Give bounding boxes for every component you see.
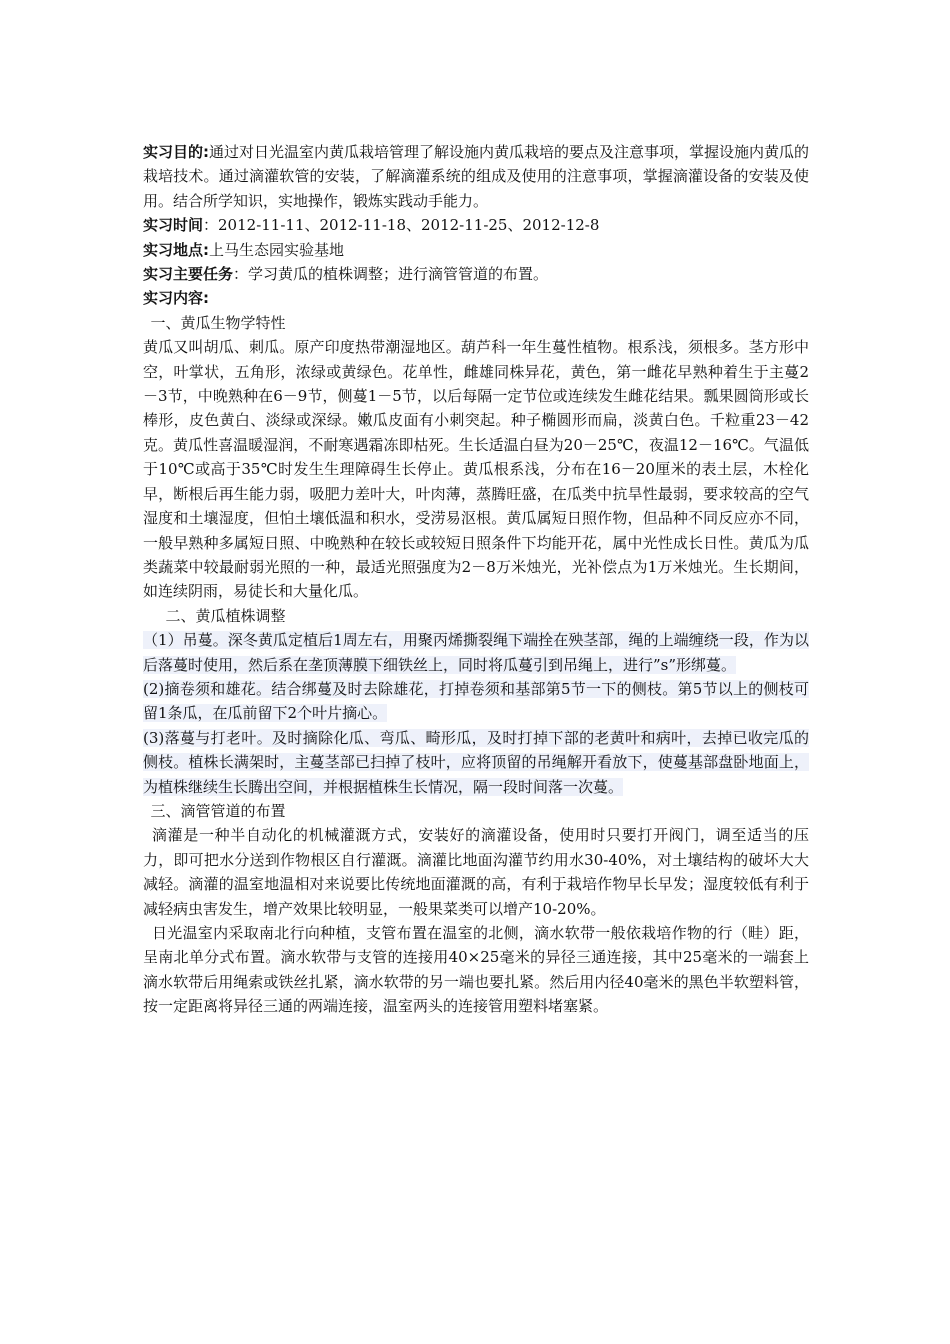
task-label: 实习主要任务 bbox=[143, 265, 234, 284]
place-paragraph bbox=[143, 238, 809, 262]
section3-paragraph-1: 滴灌是一种半自动化的机械灌溉方式，安装好的滴灌设备，使用时只要打开阀门，调至适当的压力，即可把水分送到作物根区自行灌溉。滴灌比地面沟灌节约用水30-40%，对土壤结构的破坏大大减轻。滴灌的温室地温相对来说要比传统地面灌溉的高，有利于栽培作物早长早发；湿度较低有利于减轻病虫害发生，增产效果比较明显，一般果菜类可以增产10-20%。 bbox=[143, 826, 809, 918]
section1-body: 黄瓜又叫胡瓜、刺瓜。原产印度热带潮湿地区。葫芦科一年生蔓性植物。根系浅，须根多。茎方形中空，叶掌状，五角形，浓绿或黄绿色。花单性，雌雄同株异花，黄色，第一雌花早熟种着生于主蔓2－3节，中晚熟种在6－9节，侧蔓1－5节，以后每隔一定节位或连续发生雌花结果。瓢果圆筒形或长棒形，皮色黄白、淡绿或深绿。嫩瓜皮面有小刺突起。种子椭圆形而扁，淡黄白色。千粒重23－42克。黄瓜性喜温暖湿润，不耐寒遇霜冻即枯死。生长适温白昼为20－25℃，夜温12－16℃。气温低于10℃或高于35℃时发生生理障碍生长停止。黄瓜根系浅，分布在16－20厘米的表土层，木栓化早，断根后再生能力弱，吸肥力差叶大，叶肉薄，蒸腾旺盛，在瓜类中抗旱性最弱，要求较高的空气湿度和土壤湿度，但怕土壤低温和积水，受涝易沤根。黄瓜属短日照作物，但品种不同反应亦不同，一般早熟种多属短日照、中晚熟种在较长或较短日照条件下均能开花，属中光性成长日性。黄瓜为瓜类蔬菜中较最耐弱光照的一种，最适光照强度为2－8万米烛光，光补偿点为1万米烛光。生长期间，如连续阴雨，易徒长和大量化瓜。 bbox=[143, 338, 809, 601]
section2-heading: 二、黄瓜植株调整 bbox=[165, 606, 286, 625]
task-paragraph bbox=[143, 262, 809, 286]
section3-paragraph-2: 日光温室内采取南北行向种植，支管布置在温室的北侧，滴水软带一般依栽培作物的行（畦）距，呈南北单分式布置。滴水软带与支管的连接用40×25毫米的异径三通连接，其中25毫米的一端套上滴水软带后用绳索或铁丝扎紧，滴水软带的另一端也要扎紧。然后用内径40毫米的黑色半软塑料管，按一定距离将异径三通的两端连接，温室两头的连接管用塑料堵塞紧。 bbox=[143, 924, 809, 1016]
place-text: 上马生态园实验基地 bbox=[209, 240, 345, 259]
section2-item-2 bbox=[143, 677, 809, 726]
purpose-text: 通过对日光温室内黄瓜栽培管理了解设施内黄瓜栽培的要点及注意事项，掌握设施内黄瓜的栽培技术。通过滴灌软管的安装，了解滴灌系统的组成及使用的注意事项，掌握滴灌设备的安装及使用。结合所学知识，实地操作，锻炼实践动手能力。 bbox=[143, 143, 810, 210]
section2-item-3 bbox=[143, 726, 809, 799]
content-label: 实习内容: bbox=[143, 289, 209, 308]
document-page bbox=[143, 140, 809, 1019]
section2-item-2-text: (2)摘卷须和雄花。结合绑蔓及时去除雄花，打掉卷须和基部第5节一下的侧枝。第5节以上的侧枝可留1条瓜，在瓜前留下2个叶片摘心。 bbox=[143, 679, 809, 723]
place-label: 实习地点: bbox=[143, 240, 209, 259]
purpose-paragraph bbox=[143, 140, 809, 213]
time-label: 实习时间 bbox=[143, 216, 204, 235]
section2-item-3-text: (3)落蔓与打老叶。及时摘除化瓜、弯瓜、畸形瓜，及时打掉下部的老黄叶和病叶，去掉已收完瓜的侧枝。植株长满架时，主蔓茎部已扫掉了枝叶，应将顶留的吊绳解开看放下，使蔓基部盘卧地面上，为植株继续生长腾出空间，并根据植株生长情况，隔一段时间落一次蔓。 bbox=[143, 728, 809, 796]
purpose-label: 实习目的: bbox=[143, 143, 209, 161]
section2-item-1 bbox=[143, 628, 809, 677]
task-text: ：学习黄瓜的植株调整；进行滴管管道的布置。 bbox=[233, 265, 549, 284]
time-paragraph bbox=[143, 213, 809, 237]
section2-item-1-text: （1）吊蔓。深冬黄瓜定植后1周左右，用聚丙烯撕裂绳下端拴在殃茎部，绳的上端缠绕一段，作为以后落蔓时使用，然后系在垄顶薄膜下细铁丝上，同时将瓜蔓引到吊绳上，进行”s”形绑蔓。 bbox=[143, 631, 809, 674]
content-paragraph bbox=[143, 286, 809, 310]
section1-heading: 一、黄瓜生物学特性 bbox=[150, 313, 286, 332]
section3-heading: 三、滴管管道的布置 bbox=[150, 801, 286, 820]
time-text: ：2012-11-11、2012-11-18、2012-11-25、2012-12-8 bbox=[203, 216, 600, 235]
